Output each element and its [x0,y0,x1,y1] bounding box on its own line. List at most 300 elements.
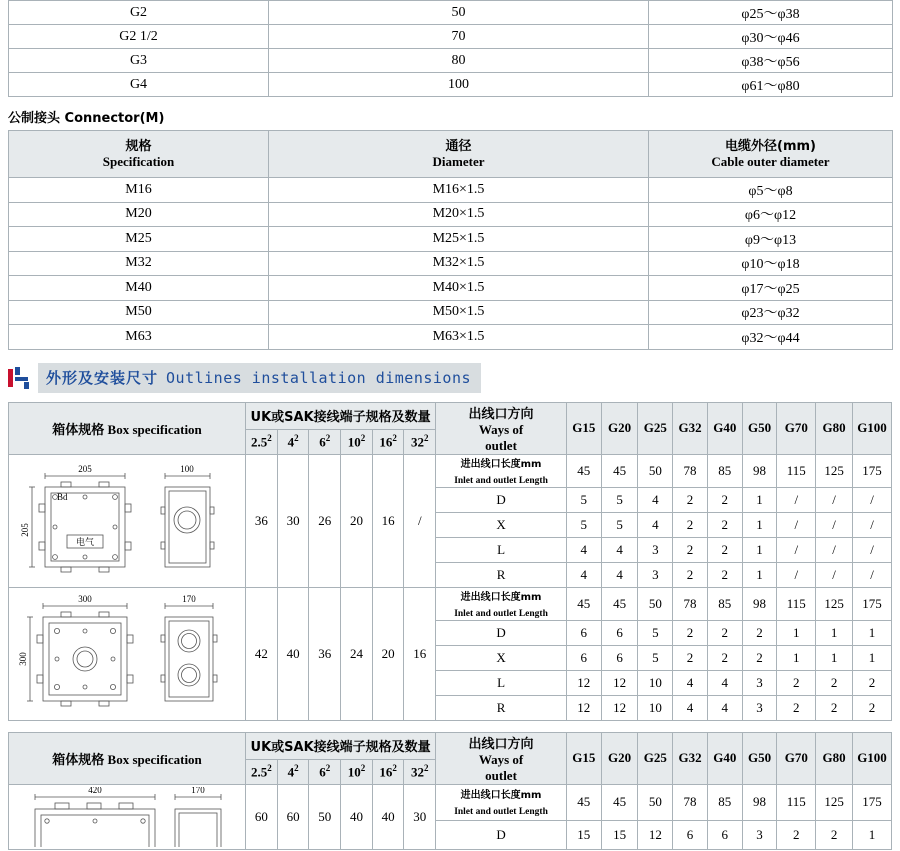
cell-cable: φ9～φ13 [649,227,893,252]
section-title-en: Outlines installation dimensions [166,368,471,387]
cell-terminal-32: 30 [404,784,436,849]
cell-g20: 45 [601,587,638,620]
cell-spec: G3 [9,49,269,73]
cell-g100: 2 [853,670,892,695]
cell-g25: 10 [638,695,673,720]
cell-g15: 15 [566,821,601,849]
header-g20: G20 [601,732,638,784]
cell-g70: 1 [777,620,816,645]
cell-g25: 5 [638,620,673,645]
cell-g80: 2 [816,670,853,695]
row-label-en: Inlet and outlet Length [454,807,548,818]
header-g80: G80 [816,402,853,454]
header-box-spec [9,732,246,784]
cell-terminal-10: 20 [341,454,373,587]
header-term-sup: 2 [392,762,397,773]
header-terminal-spec: UK或SAK接线端子规格及数量 [246,402,436,429]
cell-g15: 4 [566,537,601,562]
dimension-table-2 [8,732,892,850]
cell-g80: / [816,487,853,512]
table-row [9,587,892,620]
cell-g40: 2 [707,620,742,645]
header-g32: G32 [673,402,708,454]
table-row [9,202,893,227]
cell-g50: 3 [742,821,777,849]
cell-terminal-10: 40 [341,784,373,849]
cell-terminal-4: 60 [277,784,309,849]
header-term-6 [309,759,341,784]
cell-g15: 5 [566,487,601,512]
header-term-sup: 2 [424,432,429,443]
imperial-connector-table [8,0,893,97]
cell-g20: 15 [601,821,638,849]
row-label-cn: 进出线口长度mm [460,591,542,603]
header-term-sup: 2 [267,762,272,773]
cell-diameter: M16×1.5 [269,178,649,203]
cell-g40: 2 [707,562,742,587]
cell-g100: 2 [853,695,892,720]
box-drawing-205-svg [15,462,240,580]
header-term-sup: 2 [325,762,331,773]
cell-terminal-6: 50 [309,784,341,849]
table-header-row [9,732,892,759]
header-term-sup: 2 [360,432,366,443]
header-box-spec-cn: 箱体规格 [52,422,105,438]
header-specification-en: Specification [102,154,175,169]
cell-g50: 3 [742,670,777,695]
header-g100: G100 [853,402,892,454]
header-box-spec-cn: 箱体规格 [52,752,105,768]
cell-g32: 2 [673,512,708,537]
header-outlet-en2: outlet [485,437,517,453]
table-row [9,325,893,350]
section-title-cn: 外形及安装尺寸 [46,369,159,387]
table-header-row [9,402,892,429]
cell-g25: 5 [638,645,673,670]
cell-spec: M50 [9,300,269,325]
header-g50: G50 [742,732,777,784]
row-label-cn: 进出线口长度mm [460,790,542,802]
cell-g70: / [777,562,816,587]
header-term-sup: 2 [325,432,331,443]
header-term-sup: 2 [294,762,299,773]
cell-g40: 4 [707,695,742,720]
cell-g70: 2 [777,821,816,849]
cell-g15: 45 [566,454,601,487]
cell-g80: 2 [816,695,853,720]
header-g40: G40 [707,732,742,784]
header-term-32 [404,759,436,784]
dimension-table-1-body [9,402,892,720]
table-row [9,276,893,301]
cell-g20: 12 [601,670,638,695]
cell-g40: 4 [707,670,742,695]
cell-g15: 45 [566,587,601,620]
header-outlet-way [436,402,567,454]
cell-g15: 5 [566,512,601,537]
cell-g50: 2 [742,645,777,670]
drawing-width-label-205: 205 [77,463,92,474]
metric-section-label: 公制接头 Connector(M) [8,111,165,126]
header-outlet-way [436,732,567,784]
header-specification [9,131,269,178]
cell-g80: 2 [816,821,853,849]
cell-g20: 12 [601,695,638,720]
header-outlet-cn: 出线口方向 [468,406,534,422]
cell-diameter: 70 [269,25,649,49]
cell-g50: 3 [742,695,777,720]
cell-g32: 2 [673,537,708,562]
header-g25: G25 [638,402,673,454]
cell-g50: 98 [742,587,777,620]
header-term-6-val: 6 [319,764,326,780]
table-row [9,227,893,252]
header-diameter [269,131,649,178]
header-g20: G20 [601,402,638,454]
cell-terminal-4: 30 [277,454,309,587]
cell-diameter: M40×1.5 [269,276,649,301]
cell-g100: 1 [853,821,892,849]
header-term-sup: 2 [360,762,366,773]
cell-g70: 2 [777,670,816,695]
cell-spec: M16 [9,178,269,203]
box-drawing-420-svg [15,787,240,847]
cell-g100: 175 [853,587,892,620]
cell-g25: 12 [638,821,673,849]
cell-g40: 85 [707,454,742,487]
cell-g40: 2 [707,512,742,537]
cell-diameter: 80 [269,49,649,73]
header-term-6 [309,429,341,454]
cell-g15: 4 [566,562,601,587]
cell-g20: 5 [601,512,638,537]
cell-g50: 1 [742,512,777,537]
row-label-x: X [436,512,567,537]
cell-g70: 115 [777,587,816,620]
company-logo-icon [8,367,30,389]
cell-g100: / [853,562,892,587]
header-term-16-val: 16 [379,764,393,780]
cell-g25: 50 [638,587,673,620]
header-term-16 [372,429,404,454]
header-term-32-val: 32 [411,434,425,450]
drawing-side-label-170: 170 [190,786,205,795]
drawing-inner-label: 电气 [75,536,94,547]
cell-g25: 10 [638,670,673,695]
cell-g20: 4 [601,537,638,562]
cell-g15: 6 [566,620,601,645]
cell-g50: 2 [742,620,777,645]
header-terminal-spec: UK或SAK接线端子规格及数量 [246,732,436,759]
dimension-table-2-body [9,732,892,849]
header-g15: G15 [566,732,601,784]
cell-g80: 125 [816,587,853,620]
cell-g80: 125 [816,454,853,487]
cell-g80: / [816,537,853,562]
header-g40: G40 [707,402,742,454]
header-outlet-en1: Ways of [478,751,524,767]
cell-terminal-6: 26 [309,454,341,587]
cell-diameter: M32×1.5 [269,251,649,276]
cell-g20: 45 [601,784,638,821]
box-drawing-205 [9,454,246,587]
header-box-spec-en: Box specification [107,751,202,767]
cell-terminal-4: 40 [277,587,309,720]
cell-spec: G2 [9,1,269,25]
header-cable-cn: 电缆外径(mm) [725,139,816,154]
header-g100: G100 [853,732,892,784]
row-label-en: Inlet and outlet Length [454,608,548,619]
cell-g25: 4 [638,487,673,512]
table-row [9,73,893,97]
header-g32: G32 [673,732,708,784]
cell-cable: φ25～φ38 [649,1,893,25]
cell-g32: 78 [673,454,708,487]
cell-g50: 1 [742,562,777,587]
header-term-4-val: 4 [287,434,295,450]
cell-g25: 3 [638,537,673,562]
cell-spec: M20 [9,202,269,227]
dimension-table-1 [8,402,892,721]
header-g80: G80 [816,732,853,784]
cell-cable: φ6～φ12 [649,202,893,227]
cell-spec: M63 [9,325,269,350]
header-term-4-val: 4 [287,764,295,780]
header-term-2p5-val: 2.5 [251,434,268,450]
cell-cable: φ10～φ18 [649,251,893,276]
cell-g100: / [853,537,892,562]
row-label-cn: 进出线口长度mm [460,458,542,470]
drawing-width-label-300: 300 [77,594,92,604]
cell-terminal-10: 24 [341,587,373,720]
drawing-side-label-100: 100 [179,463,194,474]
cell-g40: 85 [707,587,742,620]
cell-g40: 85 [707,784,742,821]
cell-g32: 78 [673,587,708,620]
header-box-spec-en: Box specification [107,421,202,437]
cell-diameter: 100 [269,73,649,97]
cell-g40: 2 [707,645,742,670]
cell-g20: 6 [601,620,638,645]
row-label-inlet-outlet-length [436,587,567,620]
cell-g100: 175 [853,784,892,821]
header-term-10 [341,429,373,454]
cell-cable: φ5～φ8 [649,178,893,203]
row-label-d: D [436,821,567,849]
row-label-l: L [436,670,567,695]
metric-table-body [9,131,893,350]
cell-g40: 2 [707,537,742,562]
header-cable-outer-diameter [649,131,893,178]
cell-g20: 45 [601,454,638,487]
cell-g20: 5 [601,487,638,512]
table-row [9,49,893,73]
cell-diameter: M25×1.5 [269,227,649,252]
cell-g70: / [777,487,816,512]
cell-g32: 78 [673,784,708,821]
metric-connector-table [8,130,893,350]
cell-g32: 4 [673,695,708,720]
table-row [9,300,893,325]
cell-g70: / [777,512,816,537]
cell-spec: M40 [9,276,269,301]
cell-terminal-16: 16 [372,454,404,587]
header-term-10 [341,759,373,784]
cell-g15: 12 [566,670,601,695]
cell-g40: 6 [707,821,742,849]
row-label-d: D [436,620,567,645]
cell-terminal-6: 36 [309,587,341,720]
header-term-4 [277,429,309,454]
cell-g25: 3 [638,562,673,587]
cell-spec: G2 1/2 [9,25,269,49]
header-outlet-en2: outlet [485,767,517,783]
drawing-corner-mark: Bd [56,491,68,502]
imperial-table-body [9,1,893,97]
header-term-10-val: 10 [347,764,361,780]
cell-g80: / [816,512,853,537]
cell-diameter: 50 [269,1,649,25]
cell-g70: 115 [777,784,816,821]
cell-g15: 6 [566,645,601,670]
box-drawing-420 [9,784,246,849]
cell-g15: 45 [566,784,601,821]
cell-g100: / [853,512,892,537]
cell-terminal-32: / [404,454,436,587]
cell-g20: 4 [601,562,638,587]
header-outlet-en1: Ways of [478,421,524,437]
header-outlet-cn: 出线口方向 [468,736,534,752]
header-term-2p5 [246,759,278,784]
header-specification-cn: 规格 [125,139,152,154]
row-label-d: D [436,487,567,512]
cell-cable: φ32～φ44 [649,325,893,350]
header-cable-en: Cable outer diameter [711,154,830,169]
table-row [9,25,893,49]
cell-g20: 6 [601,645,638,670]
section-title-bar [8,364,892,392]
cell-cable: φ30～φ46 [649,25,893,49]
header-term-sup: 2 [392,432,397,443]
cell-cable: φ61～φ80 [649,73,893,97]
cell-g32: 6 [673,821,708,849]
cell-terminal-16: 40 [372,784,404,849]
row-label-x: X [436,645,567,670]
row-label-l: L [436,537,567,562]
section-title-box [38,363,481,393]
header-term-sup: 2 [267,432,272,443]
drawing-width-label-420: 420 [87,786,102,795]
header-g70: G70 [777,732,816,784]
header-term-2p5 [246,429,278,454]
table-row [9,178,893,203]
cell-g50: 98 [742,784,777,821]
cell-terminal-2p5: 36 [246,454,278,587]
box-drawing-300 [9,587,246,720]
header-term-16-val: 16 [379,434,393,450]
cell-g25: 50 [638,454,673,487]
cell-g32: 2 [673,620,708,645]
header-term-4 [277,759,309,784]
header-term-32-val: 32 [411,764,425,780]
box-drawing-300-svg [15,595,240,713]
cell-g32: 2 [673,487,708,512]
row-label-inlet-outlet-length [436,784,567,821]
header-term-sup: 2 [294,432,299,443]
cell-spec: G4 [9,73,269,97]
header-term-6-val: 6 [319,434,326,450]
table-row [9,784,892,821]
cell-g80: 1 [816,645,853,670]
row-label-en: Inlet and outlet Length [454,475,548,486]
cell-g50: 98 [742,454,777,487]
cell-spec: M32 [9,251,269,276]
cell-g50: 1 [742,487,777,512]
header-diameter-en: Diameter [432,154,485,169]
header-term-2p5-val: 2.5 [251,764,268,780]
header-g15: G15 [566,402,601,454]
header-g25: G25 [638,732,673,784]
row-label-r: R [436,562,567,587]
row-label-r: R [436,695,567,720]
table-row [9,251,893,276]
table-row [9,454,892,487]
row-label-inlet-outlet-length [436,454,567,487]
cell-g100: 175 [853,454,892,487]
cell-diameter: M50×1.5 [269,300,649,325]
cell-g32: 2 [673,562,708,587]
cell-g32: 4 [673,670,708,695]
header-term-10-val: 10 [347,434,361,450]
drawing-height-label-205: 205 [19,522,30,537]
cell-cable: φ17～φ25 [649,276,893,301]
cell-g70: 1 [777,645,816,670]
drawing-side-label-170: 170 [181,594,196,604]
header-term-sup: 2 [424,762,429,773]
cell-terminal-2p5: 42 [246,587,278,720]
cell-g50: 1 [742,537,777,562]
drawing-height-label-300: 300 [17,651,28,666]
cell-terminal-2p5: 60 [246,784,278,849]
header-g50: G50 [742,402,777,454]
cell-g25: 4 [638,512,673,537]
cell-g100: 1 [853,645,892,670]
cell-g25: 50 [638,784,673,821]
header-term-32 [404,429,436,454]
table-row [9,1,893,25]
cell-terminal-16: 20 [372,587,404,720]
cell-g100: 1 [853,620,892,645]
cell-cable: φ38～φ56 [649,49,893,73]
header-term-16 [372,759,404,784]
cell-diameter: M20×1.5 [269,202,649,227]
cell-cable: φ23～φ32 [649,300,893,325]
cell-g32: 2 [673,645,708,670]
cell-g100: / [853,487,892,512]
cell-terminal-32: 16 [404,587,436,720]
cell-g40: 2 [707,487,742,512]
cell-g80: 125 [816,784,853,821]
header-box-spec [9,402,246,454]
cell-g70: / [777,537,816,562]
header-diameter-cn: 通径 [445,139,472,154]
cell-g70: 2 [777,695,816,720]
table-header-row [9,131,893,178]
cell-g80: / [816,562,853,587]
cell-g70: 115 [777,454,816,487]
cell-g15: 12 [566,695,601,720]
cell-g80: 1 [816,620,853,645]
